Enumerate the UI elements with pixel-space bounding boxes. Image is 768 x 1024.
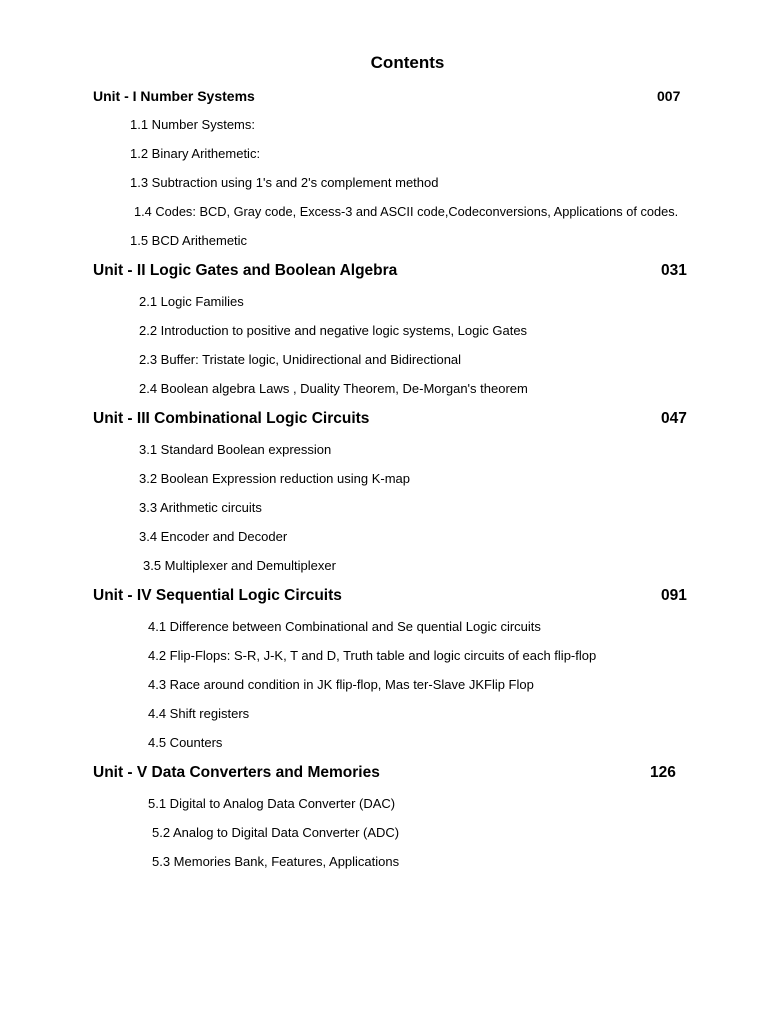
unit-4-heading: Unit - IV Sequential Logic Circuits [93, 587, 342, 604]
unit-2-item-4: 2.4 Boolean algebra Laws , Duality Theorem, De-Morgan's theorem [139, 381, 528, 396]
unit-5-page-number: 126 [650, 764, 676, 781]
unit-4-item-4: 4.4 Shift registers [148, 706, 250, 721]
unit-3-item-1: 3.1 Standard Boolean expression [139, 442, 332, 457]
unit-4-item-1: 4.1 Difference between Combinational and Se quential Logic circuits [148, 619, 541, 634]
unit-3-item-2: 3.2 Boolean Expression reduction using K-map [139, 471, 410, 486]
unit-1-item-4: 1.4 Codes: BCD, Gray code, Excess-3 and ASCII code,Codeconversions, Applications of codes. [134, 204, 679, 219]
unit-5-item-2: 5.2 Analog to Digital Data Converter (ADC) [152, 825, 400, 840]
unit-1-page-number: 007 [657, 88, 681, 104]
unit-2-item-3: 2.3 Buffer: Tristate logic, Unidirectional and Bidirectional [139, 352, 462, 367]
unit-4-page-number: 091 [661, 587, 687, 604]
unit-1-item-1: 1.1 Number Systems: [130, 117, 255, 132]
unit-3-page-number: 047 [661, 410, 687, 427]
unit-2-heading: Unit - II Logic Gates and Boolean Algebra [93, 262, 398, 279]
unit-1-item-2: 1.2 Binary Arithemetic: [130, 146, 261, 161]
unit-1-heading: Unit - I Number Systems [93, 88, 255, 104]
unit-5-item-3: 5.3 Memories Bank, Features, Applications [152, 854, 400, 869]
unit-3-item-5: 3.5 Multiplexer and Demultiplexer [143, 558, 336, 573]
unit-4-item-3: 4.3 Race around condition in JK flip-flop, Mas ter-Slave JKFlip Flop [148, 677, 534, 692]
unit-2-item-2: 2.2 Introduction to positive and negative logic systems, Logic Gates [139, 323, 528, 338]
unit-1-item-3: 1.3 Subtraction using 1's and 2's complement method [130, 175, 439, 190]
unit-5-heading: Unit - V Data Converters and Memories [93, 764, 380, 781]
unit-3-heading: Unit - III Combinational Logic Circuits [93, 410, 370, 427]
unit-4-item-5: 4.5 Counters [148, 735, 223, 750]
page-title: Contents [370, 53, 445, 72]
unit-2-item-1: 2.1 Logic Families [139, 294, 244, 309]
unit-2-page-number: 031 [661, 262, 687, 279]
unit-1-item-5: 1.5 BCD Arithemetic [130, 233, 248, 248]
unit-5-item-1: 5.1 Digital to Analog Data Converter (DAC) [148, 796, 396, 811]
unit-3-item-4: 3.4 Encoder and Decoder [139, 529, 288, 544]
unit-3-item-3: 3.3 Arithmetic circuits [139, 500, 262, 515]
unit-4-item-2: 4.2 Flip-Flops: S-R, J-K, T and D, Truth table and logic circuits of each flip-flop [148, 648, 597, 663]
